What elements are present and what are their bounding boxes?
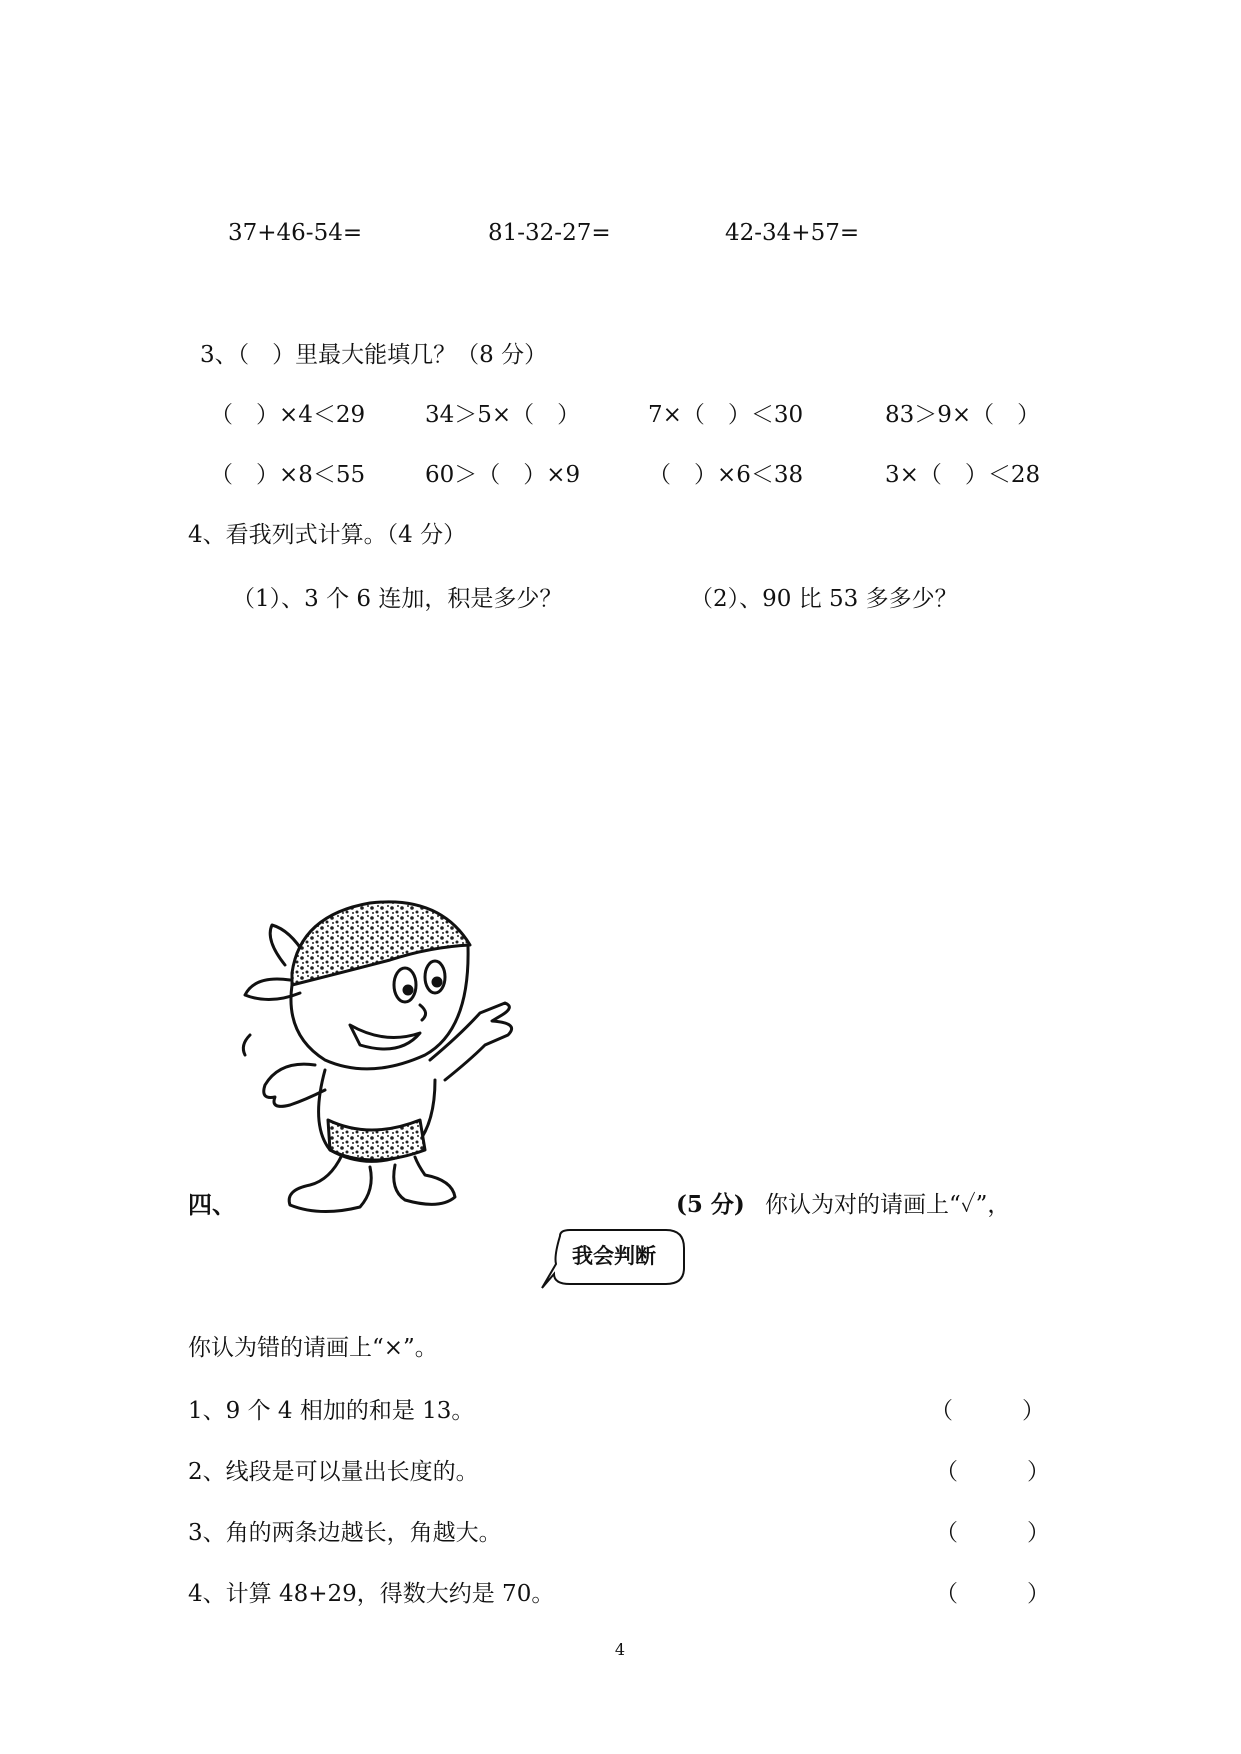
judge-answer-blank-2[interactable]: （ ） — [935, 1459, 1050, 1485]
judge-answer-blank-3[interactable]: （ ） — [935, 1520, 1050, 1546]
q3-item-1: （ ）×4＜29 — [210, 402, 366, 428]
page-number: 4 — [614, 1640, 626, 1659]
judge-answer-blank-4[interactable]: （ ） — [935, 1581, 1050, 1607]
question-4-title: 4、看我列式计算。（4 分） — [188, 522, 467, 548]
calc-expression-1: 37+46-54= — [228, 220, 363, 246]
calc-expression-2: 81-32-27= — [488, 220, 611, 246]
q3-item-6: 60＞（ ）×9 — [425, 462, 581, 488]
q3-item-7: （ ）×6＜38 — [648, 462, 804, 488]
cartoon-mascot-illustration — [230, 885, 540, 1220]
q3-item-5: （ ）×8＜55 — [210, 462, 366, 488]
q4-item-2: （2）、90 比 53 多多少？ — [690, 586, 958, 612]
judge-answer-blank-1[interactable]: （ ） — [930, 1398, 1045, 1424]
judge-item-2: 2、线段是可以量出长度的。 — [188, 1459, 479, 1485]
q3-item-2: 34＞5×（ ） — [425, 402, 581, 428]
calc-expression-3: 42-34+57= — [725, 220, 860, 246]
section-4-number: 四、 — [188, 1190, 236, 1219]
section-4-instruction-correct: 你认为对的请画上“✓”， — [765, 1192, 1011, 1218]
judge-item-1: 1、9 个 4 相加的和是 13。 — [188, 1398, 475, 1424]
q4-item-1: （1）、3 个 6 连加，积是多少？ — [232, 586, 563, 612]
judge-item-3: 3、角的两条边越长，角越大。 — [188, 1520, 502, 1546]
section-4-score: (5 分) — [676, 1191, 745, 1218]
question-3-title: 3、（ ）里最大能填几？（8 分） — [200, 342, 548, 368]
q3-item-4: 83＞9×（ ） — [885, 402, 1041, 428]
q3-item-3: 7×（ ）＜30 — [648, 402, 804, 428]
q3-item-8: 3×（ ）＜28 — [885, 462, 1041, 488]
speech-bubble-label: 我会判断 — [572, 1244, 656, 1268]
judge-item-4: 4、计算 48+29，得数大约是 70。 — [188, 1581, 555, 1607]
section-4-instruction-wrong: 你认为错的请画上“×”。 — [188, 1335, 438, 1361]
